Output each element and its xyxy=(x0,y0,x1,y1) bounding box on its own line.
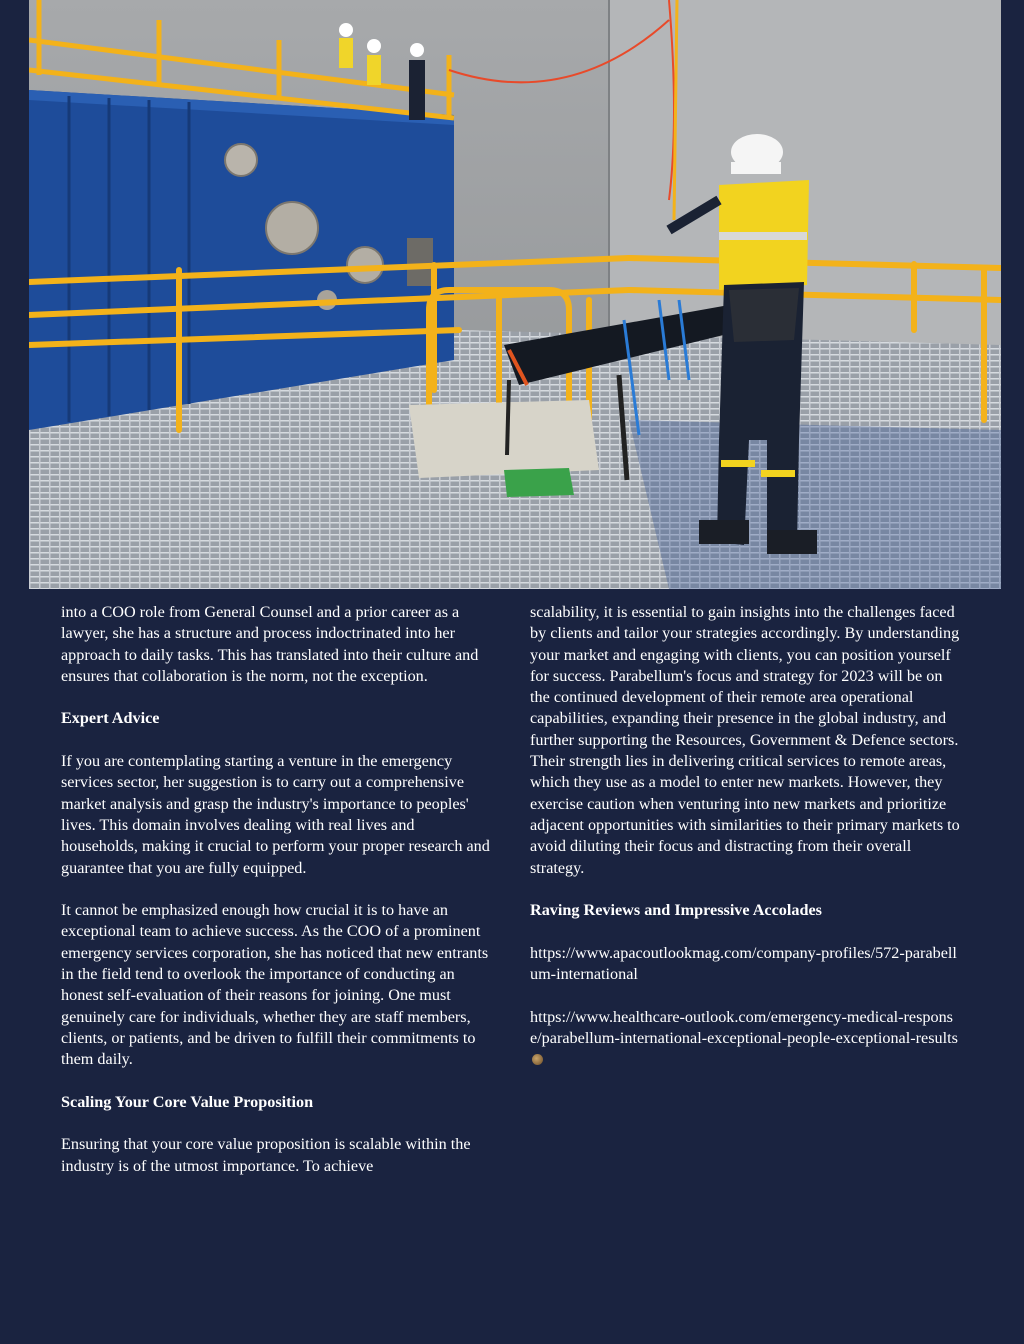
link-text[interactable]: https://www.healthcare-outlook.com/emergency-medical-response/parabellum-international-exceptional-people-exceptional-results xyxy=(530,1007,958,1047)
hero-photo xyxy=(29,0,1001,589)
link-healthcare-outlook[interactable] xyxy=(530,1007,960,1071)
link-apac-outlook[interactable]: https://www.apacoutlookmag.com/company-profiles/572-parabellum-international xyxy=(530,943,957,984)
right-column xyxy=(530,602,960,1092)
paragraph: scalability, it is essential to gain insights into the challenges faced by clients and tailor your strategies accordingly. By understanding your market and engaging with clients, you can position yourself for success. Parabellum's focus and strategy for 2023 will be on the continued development of their remote area operational capabilities, expanding their presence in the global industry, and further supporting the Resources, Government & Defence sectors. Their strength lies in delivering critical services to remote areas, which they use as a model to enter new markets. However, they exercise caution when venturing into new markets and prioritize adjacent opportunities with similarities to their primary markets to avoid diluting their focus and distracting from their overall strategy. xyxy=(530,603,960,877)
paragraph: If you are contemplating starting a venture in the emergency services sector, her suggestion is to carry out a comprehensive market analysis and grasp the industry's importance to peoples' lives. This domain involves dealing with real lives and households, making it crucial to perform your proper research and guarantee that you are fully equipped. xyxy=(61,752,490,877)
paragraph: into a COO role from General Counsel and a prior career as a lawyer, she has a structure and process indoctrinated into her approach to daily tasks. This has translated into their culture and ensures that collaboration is the norm, not the exception. xyxy=(61,603,479,685)
section-heading-scaling: Scaling Your Core Value Proposition xyxy=(61,1092,314,1111)
paragraph: It cannot be emphasized enough how crucial it is to have an exceptional team to achieve success. As the COO of a prominent emergency services corporation, she has noticed that new entrants in the field tend to overlook the importance of conducting an honest self-evaluation of their reasons for joining. One must genuinely care for individuals, whether they are staff members, clients, or patients, and be driven to fulfill their commitments to them daily. xyxy=(61,901,489,1069)
section-heading-reviews: Raving Reviews and Impressive Accolades xyxy=(530,901,822,920)
owl-emoji-icon xyxy=(532,1054,543,1065)
section-heading-expert-advice: Expert Advice xyxy=(61,709,160,728)
left-column xyxy=(61,602,491,1198)
paragraph: Ensuring that your core value proposition is scalable within the industry is of the utmost importance. To achieve xyxy=(61,1135,471,1175)
